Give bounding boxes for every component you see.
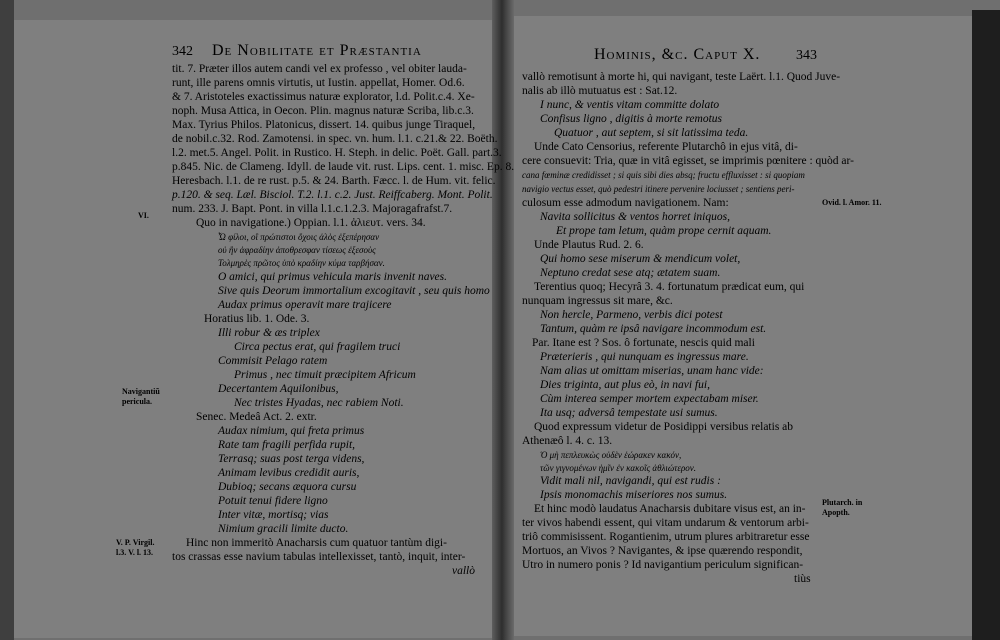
text-line: tit. 7. Præter illos autem candi vel ex professo , vel obiter lauda- <box>172 63 467 75</box>
text-line: Non hercle, Parmeno, verbis dici potest <box>540 309 723 321</box>
book-spine <box>492 0 514 640</box>
margin-note: Navigantiũ pericula. <box>122 387 160 406</box>
margin-note: Ovid. l. Amor. 11. <box>822 198 882 207</box>
text-line: Unde Cato Censorius, referente Plutarchô in ejus vitâ, di- <box>534 141 798 153</box>
text-line: Quatuor , aut septem, si sit latissima teda. <box>554 127 749 139</box>
text-line: Quod expressum videtur de Posidippi versibus relatis ab <box>534 421 794 433</box>
text-line: οὐ ἢν ἀφραδίην ἀποθρεσφαν τίσεως ἐξεσοὺς <box>218 245 376 255</box>
text-line: Dubioq; secans æquora cursu <box>218 481 357 493</box>
text-line: Decertantem Aquilonibus, <box>218 383 339 395</box>
left-page-number: 342 <box>172 44 193 59</box>
text-line: Audax primus operavit mare trajicere <box>218 299 392 311</box>
text-line: Unde Plautus Rud. 2. 6. <box>534 239 644 251</box>
text-line: Primus , nec timuit præcipitem Africum <box>234 369 416 381</box>
text-line: runt, ille parens omnis virtutis, ut Iustin. appellat, Homer. Od.6. <box>172 77 465 89</box>
text-line: l.2. met.5. Angel. Polit. in Rustico. H. Steph. in delic. Poët. Gall. part.3. <box>172 147 502 159</box>
text-line: Et prope tam letum, quàm prope cernit aquam. <box>556 225 772 237</box>
text-line: Terentius quoq; Hecyrâ 3. 4. fortunatum prædicat eum, qui <box>534 281 805 293</box>
text-line: Utro in numero ponis ? Id navigantium periculum significan- <box>522 559 804 571</box>
text-line: Nec tristes Hyadas, nec rabiem Noti. <box>234 397 404 409</box>
text-line: Potuit tenui fidere ligno <box>218 495 328 507</box>
text-line: Quo in navigatione.) Oppian. l.1. ἁλιευτ. vers. 34. <box>196 217 426 229</box>
text-line: I nunc, & ventis vitam committe dolato <box>540 99 720 111</box>
text-line: vallò remotisunt à morte hi, qui navigant, teste Laërt. l.1. Quod Juve- <box>522 71 841 83</box>
text-line: cana fœminæ credidisset ; si quis sibi dies absq; fructu effluxisset : si quopiam <box>522 170 805 180</box>
text-line: Qui homo sese miserum & mendicum volet, <box>540 253 741 265</box>
scan-edge-left <box>0 0 14 640</box>
text-line: Nam alias ut omittam miserias, unam hanc vide: <box>540 365 764 377</box>
text-line: Tantum, quàm re ipsâ navigare incommodum est. <box>540 323 767 335</box>
text-line: de nobil.c.32. Rod. Zamotensi. in spec. vn. hum. l.1. c.21.& 22. Boëth. <box>172 133 498 145</box>
text-line: Circa pectus erat, qui fragilem truci <box>234 341 401 353</box>
text-line: Ita usq; adversâ tempestate usi sumus. <box>540 407 718 419</box>
text-line: tiùs <box>794 573 811 585</box>
text-line: Rate tam fragili perfida rupit, <box>218 439 356 451</box>
text-line: Par. Itane est ? Sos. ô fortunate, nescis quid mali <box>532 337 755 349</box>
text-line: Nimium gracili limite ducto. <box>218 523 349 535</box>
text-line: Τολμηρὲς πρῶτος ὑπὸ κραδίην κύμα ταρβήσαν. <box>218 258 385 268</box>
text-line: Illi robur & æs triplex <box>218 327 320 339</box>
text-line: & 7. Aristoteles exactissimus naturæ explorator, l.d. Polit.c.4. Xe- <box>172 91 475 103</box>
text-line: Ὦ φίλοι, οἳ πρώτιστοι ὄχοις ἁλὸς ἐξεπέρησαν <box>218 232 380 242</box>
text-line: triô commisissent. Rogantienim, utrum plures arbitraretur esse <box>522 531 810 543</box>
text-line: Athenæô l. 4. c. 13. <box>522 435 613 447</box>
text-line: τῶν γιγνομένων ἡμῖν ἐν κακοῖς ἀθλιώτερον. <box>540 463 697 473</box>
text-line: vallò <box>452 565 475 577</box>
text-line: noph. Musa Attica, in Oecon. Plin. magnus naturæ Scriba, lib.c.3. <box>172 105 474 117</box>
text-line: p.845. Nic. de Clameng. Idyll. de laude vit. rust. Lips. cent. 1. misc. Ep. 8. <box>172 161 515 173</box>
right-running-head: Hominis, &c. Caput X. <box>594 46 761 63</box>
text-line: Horatius lib. 1. Ode. 3. <box>204 313 310 325</box>
text-line: Neptuno credat sese atq; ætatem suam. <box>540 267 721 279</box>
left-running-head: De Nobilitate et Præstantia <box>212 42 422 59</box>
text-line: Dies triginta, aut plus eò, in navi fui, <box>540 379 710 391</box>
text-line: Hinc non immeritò Anacharsis cum quatuor tantùm digi- <box>186 537 447 549</box>
text-line: tos crassas esse navium tabulas intellexisset, tantò, inquit, inter- <box>172 551 466 563</box>
text-line: Cùm interea semper mortem expectabam miser. <box>540 393 759 405</box>
text-line: Præterieris , qui nunquam es ingressus mare. <box>540 351 749 363</box>
text-line: Max. Tyrius Philos. Platonicus, dissert. 14. quibus junge Tiraquel, <box>172 119 476 131</box>
text-line: ter vivos habendi essent, qui vitam undarum & ventorum arbi- <box>522 517 809 529</box>
text-line: culosum esse admodum navigationem. Nam: <box>522 197 729 209</box>
text-line: Inter vitæ, mortisq; vias <box>218 509 329 521</box>
text-line: nunquam ingressus sit mare, &c. <box>522 295 673 307</box>
text-line: Sive quis Deorum immortalium excogitavit , seu quis homo <box>218 285 490 297</box>
text-line: Navita sollicitus & ventos horret iniquos, <box>540 211 730 223</box>
text-line: Senec. Medeâ Act. 2. extr. <box>196 411 317 423</box>
text-line: cere consuevit: Tria, quæ in vitâ egisset, se imprimis pœnitere : quòd ar- <box>522 155 854 167</box>
text-line: p.120. & seq. Læl. Bisciol. T.2. l.1. c.2. Just. Reiffcaberg. Mont. Polit. <box>172 189 493 201</box>
text-line: num. 233. J. Bapt. Pont. in villa l.1.c.1.2.3. Majoragafrafst.7. <box>172 203 453 215</box>
text-line: O amici, qui primus vehicula maris invenit naves. <box>218 271 448 283</box>
text-line: Ὁ μὴ πεπλευκὼς οὐδὲν ἑώρακεν κακόν, <box>540 450 682 460</box>
margin-note: Plutarch. in Apopth. <box>822 498 863 517</box>
text-line: Ipsis monomachis miseriores nos sumus. <box>540 489 728 501</box>
text-line: Commisit Pelago ratem <box>218 355 328 367</box>
text-line: navigio vectus esset, quò pedestri itinere pervenire lociusset ; sentiens peri- <box>522 184 795 194</box>
text-line: Audax nimium, qui freta primus <box>218 425 365 437</box>
margin-note: V. P. Virgil. l.3. V. l. 13. <box>116 538 155 557</box>
text-line: nalis ab illò mutuatus est : Sat.12. <box>522 85 678 97</box>
text-line: Heresbach. l.1. de re rust. p.5. & 24. Barth. Fæcc. l. de Hum. vit. felic. <box>172 175 496 187</box>
text-line: Et hinc modò laudatus Anacharsis dubitare visus est, an in- <box>534 503 806 515</box>
text-line: Terrasq; suas post terga videns, <box>218 453 365 465</box>
margin-note: VI. <box>138 211 149 220</box>
scan-edge-right <box>972 10 1000 640</box>
text-line: Vidit mali nil, navigandi, qui est rudis : <box>540 475 721 487</box>
text-line: Animam levibus credidit auris, <box>218 467 360 479</box>
text-line: Mortuos, an Vivos ? Navigantes, & ipse quærendo respondit, <box>522 545 803 557</box>
text-line: Confisus ligno , digitis à morte remotus <box>540 113 722 125</box>
right-page-number: 343 <box>796 48 817 63</box>
